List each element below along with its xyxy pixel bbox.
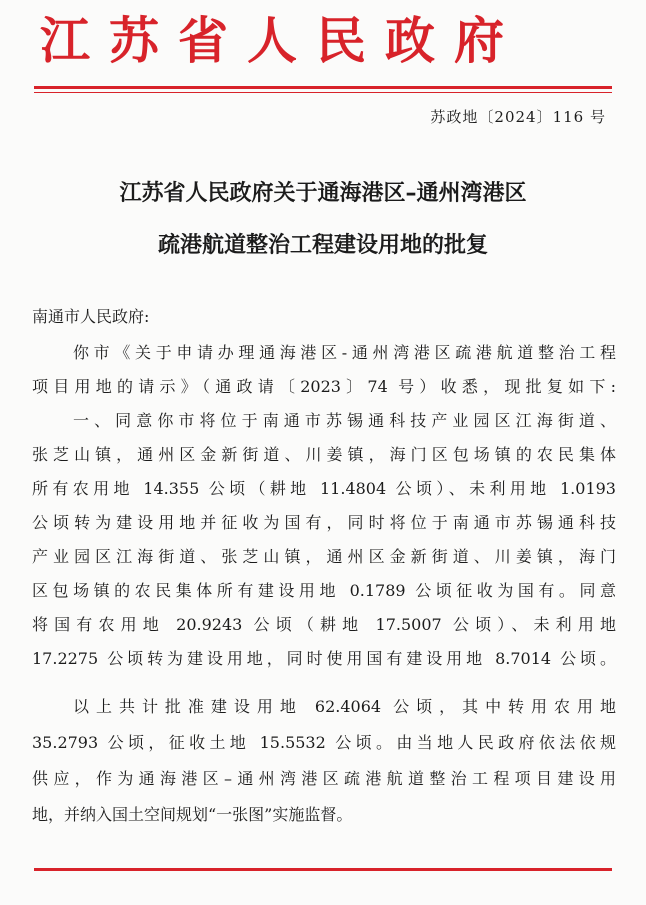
body-line: 地，并纳入国土空间规划“一张图”实施监督。: [32, 805, 353, 824]
body-line: 将国有农用地 20.9243 公顷（耕地 17.5007 公顷）、未利用地: [32, 615, 616, 634]
body-line: 供应，作为通海港区–通州湾港区疏港航道整治工程项目建设用: [32, 769, 616, 788]
title-line-1: 江苏省人民政府关于通海港区–通州湾港区: [119, 181, 527, 206]
body-line: 公顷转为建设用地并征收为国有，同时将位于南通市苏锡通科技: [32, 513, 616, 532]
body-line: 17.2275 公顷转为建设用地，同时使用国有建设用地 8.7014 公顷。: [32, 649, 616, 668]
body-line: 一、同意你市将位于南通市苏锡通科技产业园区江海街道、: [73, 411, 616, 430]
body-line: 你市《关于申请办理通海港区-通州湾港区疏港航道整治工程: [73, 343, 616, 362]
body-line: 项目用地的请示》（通政请〔2023〕74 号）收悉，现批复如下:: [32, 377, 616, 396]
document-number: 苏政地〔2024〕116 号: [430, 108, 606, 126]
red-rule-bottom: [34, 868, 612, 871]
salutation: 南通市人民政府:: [32, 307, 150, 326]
body-line: 所有农用地 14.355 公顷（耕地 11.4804 公顷）、未利用地 1.0193: [32, 479, 616, 498]
body-line: 张芝山镇，通州区金新街道、川姜镇，海门区包场镇的农民集体: [32, 445, 616, 464]
body-line: 产业园区江海街道、张芝山镇，通州区金新街道、川姜镇，海门: [32, 547, 616, 566]
body-line: 35.2793 公顷，征收土地 15.5532 公顷。由当地人民政府依法依规: [32, 733, 616, 752]
body-line: 区包场镇的农民集体所有建设用地 0.1789 公顷征收为国有。同意: [32, 581, 616, 600]
title-line-2: 疏港航道整治工程建设用地的批复: [157, 233, 488, 258]
masthead: 江苏省人民政府: [40, 11, 523, 70]
body-line: 以上共计批准建设用地 62.4064 公顷，其中转用农用地: [73, 697, 616, 716]
red-rule-top-thin: [34, 92, 612, 93]
red-rule-top-thick: [34, 86, 612, 89]
